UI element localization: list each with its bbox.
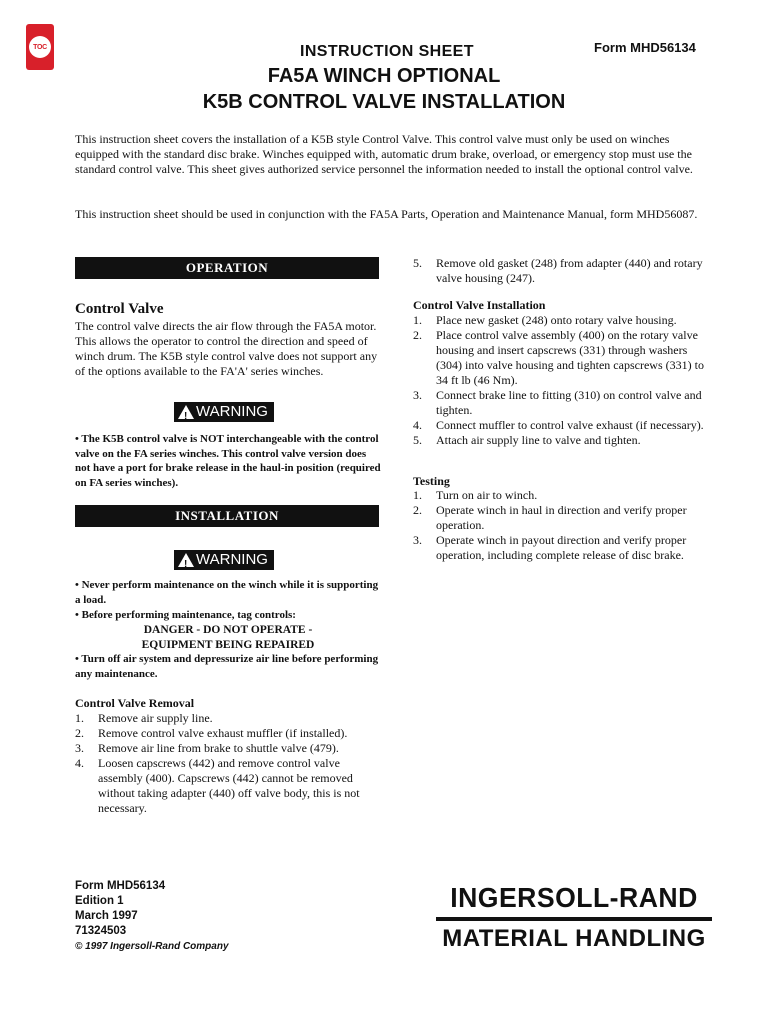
step-text: Connect brake line to fitting (310) on control valve and tighten. <box>436 388 702 417</box>
intro-paragraph-2: This instruction sheet should be used in conjunction with the FA5A Parts, Operation and Maintenance Manual, form MHD56087. <box>75 207 698 221</box>
footer-form: Form MHD56134 <box>75 880 166 892</box>
step-text: Operate winch in payout direction and verify proper operation, including complete release of disc brake. <box>436 533 687 562</box>
control-valve-heading: Control Valve <box>75 301 164 317</box>
operation-section-bar: OPERATION <box>75 257 379 279</box>
step-text: Attach air supply line to valve and tighten. <box>436 433 641 447</box>
step-number: 1. <box>413 313 422 327</box>
brand-divider <box>436 917 712 921</box>
step-text: Place new gasket (248) onto rotary valve housing. <box>436 313 677 327</box>
list-item <box>413 533 713 563</box>
list-item <box>75 756 381 816</box>
step-text: Turn on air to winch. <box>436 488 538 502</box>
warning-badge-installation <box>174 550 274 570</box>
step-text: Remove air supply line. <box>98 711 213 725</box>
step-text: Connect muffler to control valve exhaust (if necessary). <box>436 418 704 432</box>
warning-badge-operation <box>174 402 274 422</box>
installation-warning-tag: • Before performing maintenance, tag controls: <box>75 609 296 621</box>
list-item <box>413 433 713 448</box>
intro-paragraph-1: This instruction sheet covers the installation of a K5B style Control Valve. This control valve must only be used on winches equipped with the standard disc brake. Winches equipped with, automatic drum brake, overload, or emergency stop must use the standard control valve. This sheet gives authorized service personnel the information needed to install the optional control valve. <box>75 132 693 176</box>
form-number: Form MHD56134 <box>594 40 696 55</box>
list-item <box>413 503 713 533</box>
list-item <box>75 711 381 726</box>
footer-edition: Edition 1 <box>75 895 124 907</box>
step-text: Operate winch in haul in direction and verify proper operation. <box>436 503 687 532</box>
step-text: Place control valve assembly (400) on the rotary valve housing and insert capscrews (331) through washers (304) into valve housing and tighten capscrews (331) to 34 ft lb (46 Nm). <box>436 328 704 387</box>
brand-division: MATERIAL HANDLING <box>442 925 706 952</box>
brand-name: INGERSOLL-RAND <box>450 882 698 913</box>
step-number: 3. <box>413 388 422 402</box>
danger-tag-line2: EQUIPMENT BEING REPAIRED <box>141 638 315 651</box>
installation-warning-air: • Turn off air system and depressurize air line before performing any maintenance. <box>75 653 379 680</box>
danger-tag-text <box>75 623 381 652</box>
step-text: Remove air line from brake to shuttle valve (479). <box>98 741 339 755</box>
installation-section-bar: INSTALLATION <box>75 505 379 527</box>
removal-steps-continued <box>413 256 713 286</box>
operation-warning-text: • The K5B control valve is NOT interchangeable with the control valve on the FA series winches. This control valve version does not have a port for brake release in the haul-in position (required on FA series winches). <box>75 433 381 489</box>
installation-heading: Control Valve Installation <box>413 298 546 312</box>
step-number: 2. <box>413 328 422 342</box>
list-item <box>413 488 713 503</box>
warning-triangle-icon: ! <box>178 405 194 419</box>
step-number: 3. <box>413 533 422 547</box>
step-text: Loosen capscrews (442) and remove control valve assembly (400). Capscrews (442) cannot be removed without taking adapter (440) off valve body, this is not necessary. <box>98 756 360 815</box>
step-number: 5. <box>413 256 422 270</box>
warning-triangle-icon: ! <box>178 553 194 567</box>
list-item <box>75 726 381 741</box>
step-number: 2. <box>413 503 422 517</box>
step-number: 1. <box>413 488 422 502</box>
step-number: 4. <box>413 418 422 432</box>
footer-date: March 1997 <box>75 910 138 922</box>
removal-heading: Control Valve Removal <box>75 696 195 710</box>
step-text: Remove old gasket (248) from adapter (440) and rotary valve housing (247). <box>436 256 703 285</box>
danger-tag-line1: DANGER - DO NOT OPERATE - <box>143 624 313 636</box>
logo-text: TOC <box>33 43 47 51</box>
company-logo <box>26 24 54 70</box>
step-number: 3. <box>75 741 84 755</box>
instruction-sheet-label: INSTRUCTION SHEET <box>300 43 474 60</box>
footer-copyright: © 1997 Ingersoll-Rand Company <box>75 941 229 952</box>
step-text: Remove control valve exhaust muffler (if installed). <box>98 726 348 740</box>
removal-steps-list <box>75 711 381 816</box>
warning-label: WARNING <box>196 403 268 420</box>
footer-info <box>75 879 229 954</box>
document-title-line2: K5B CONTROL VALVE INSTALLATION <box>202 91 566 113</box>
testing-heading: Testing <box>413 474 450 488</box>
testing-steps-list <box>413 488 713 563</box>
list-item <box>413 418 713 433</box>
list-item <box>413 388 713 418</box>
document-title-line1: FA5A WINCH OPTIONAL <box>267 65 501 87</box>
list-item <box>75 741 381 756</box>
logo-ring <box>29 36 51 58</box>
step-number: 2. <box>75 726 84 740</box>
list-item <box>413 328 713 388</box>
list-item <box>413 313 713 328</box>
step-number: 4. <box>75 756 84 770</box>
installation-steps-list <box>413 313 713 448</box>
control-valve-description: The control valve directs the air flow through the FA5A motor. This allows the operator to control the direction and speed of winch drum. The K5B style control valve does not support any of the options available to the FA'A' series winches. <box>75 319 378 378</box>
installation-warning-load: • Never perform maintenance on the winch while it is supporting a load. <box>75 579 379 606</box>
step-number: 5. <box>413 433 422 447</box>
step-number: 1. <box>75 711 84 725</box>
list-item <box>413 256 713 286</box>
footer-part-number: 71324503 <box>75 925 127 937</box>
warning-label: WARNING <box>196 551 268 568</box>
